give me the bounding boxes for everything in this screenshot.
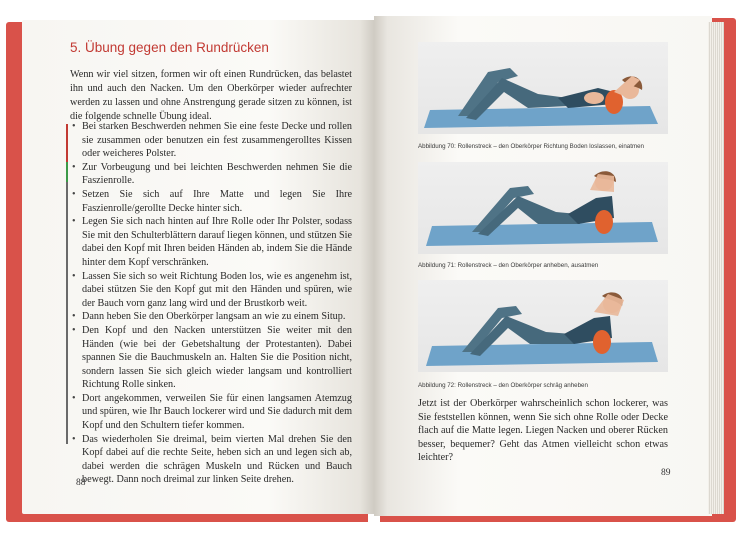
page-number-right: 89 <box>661 468 671 478</box>
closing-paragraph: Jetzt ist der Oberkörper wahrscheinlich schon lockerer, was Sie feststellen können, wenn Sie sich ohne Rolle oder Decke flach auf die Matte legen. Liegen Nacken und oberer Rücken besser, bequemer? Geht das Atmen vielleicht schon etwas leichter? <box>418 398 668 464</box>
page-block-edge <box>708 22 724 514</box>
list-item: • Dann heben Sie den Oberkörper langsam an wie zu einem Situp. <box>82 310 352 324</box>
photo-rollenstreck-2 <box>418 162 668 254</box>
photo-rollenstreck-1 <box>418 42 668 134</box>
intro-paragraph: Wenn wir viel sitzen, formen wir oft einen Rundrücken, das belastet ihn und auch den Nacken. Um den Oberkörper wieder aufrechter werden zu lassen und ohne Anstrengung gerade sitzen zu können, ist die folgende schnelle Übung ideal. <box>70 69 352 122</box>
photo-rollenstreck-3 <box>418 280 668 372</box>
severity-bar-red <box>66 124 68 162</box>
figure-caption-71: Abbildung 71: Rollenstreck – den Oberkörper anheben, ausatmen <box>418 262 599 269</box>
exercise-heading: 5. Übung gegen den Rundrücken <box>70 40 269 55</box>
steps-list <box>82 120 352 487</box>
list-item: • Dort angekommen, verweilen Sie für einen langsamen Atemzug und spüren, wie Ihr Bauch lockerer wird und Sie dadurch mit dem Kopf und den Schultern tiefer kommen. <box>82 392 352 433</box>
list-item: • Das wiederholen Sie dreimal, beim vierten Mal drehen Sie den Kopf dabei auf die rechte Seite, heben sich an und legen sich ab, dabei werden die schrägen Muskeln und Rücken und Bauch bewegt. Dann noch dreimal zur linken Seite drehen. <box>82 433 352 487</box>
figure-caption-70: Abbildung 70: Rollenstreck – den Oberkörper Richtung Boden loslassen, einatmen <box>418 143 644 150</box>
steps-bar <box>66 182 68 444</box>
list-item: • Bei starken Beschwerden nehmen Sie eine feste Decke und rollen sie zusammen oder benutzen ein fest zusammengerolltes Kissen oder weicheres Polster. <box>82 120 352 161</box>
list-item: • Legen Sie sich nach hinten auf Ihre Rolle oder Ihr Polster, sodass Sie mit den Schulterblättern darauf liegen können, und stützen Sie dabei den Kopf mit Ihren beiden Händen ab, indem Sie die Hände hinter dem Kopf verschränken. <box>82 215 352 269</box>
list-item: • Den Kopf und den Nacken unterstützen Sie weiter mit den Händen (wie bei der Gebetshaltung der Protestanten). Dabei spannen Sie die Bauchmuskeln an. Halten Sie die Position nicht, sondern lassen Sie sich gleich wieder langsam und kontrolliert Richtung Rolle sinken. <box>82 324 352 392</box>
figure-caption-72: Abbildung 72: Rollenstreck – den Oberkörper schräg anheben <box>418 382 588 389</box>
list-item: • Lassen Sie sich so weit Richtung Boden los, wie es angenehm ist, dabei stützen Sie den Kopf gut mit den Händen und spüren, wie der Bauch vorn ganz lang wird und der Brustkorb weit. <box>82 270 352 311</box>
list-item: • Zur Vorbeugung und bei leichten Beschwerden nehmen Sie die Faszienrolle. <box>82 161 352 188</box>
list-item: • Setzen Sie sich auf Ihre Matte und legen Sie Ihre Faszienrolle/gerollte Decke hinter sich. <box>82 188 352 215</box>
severity-bar-green <box>66 162 68 182</box>
page-number-left: 88 <box>76 478 86 488</box>
